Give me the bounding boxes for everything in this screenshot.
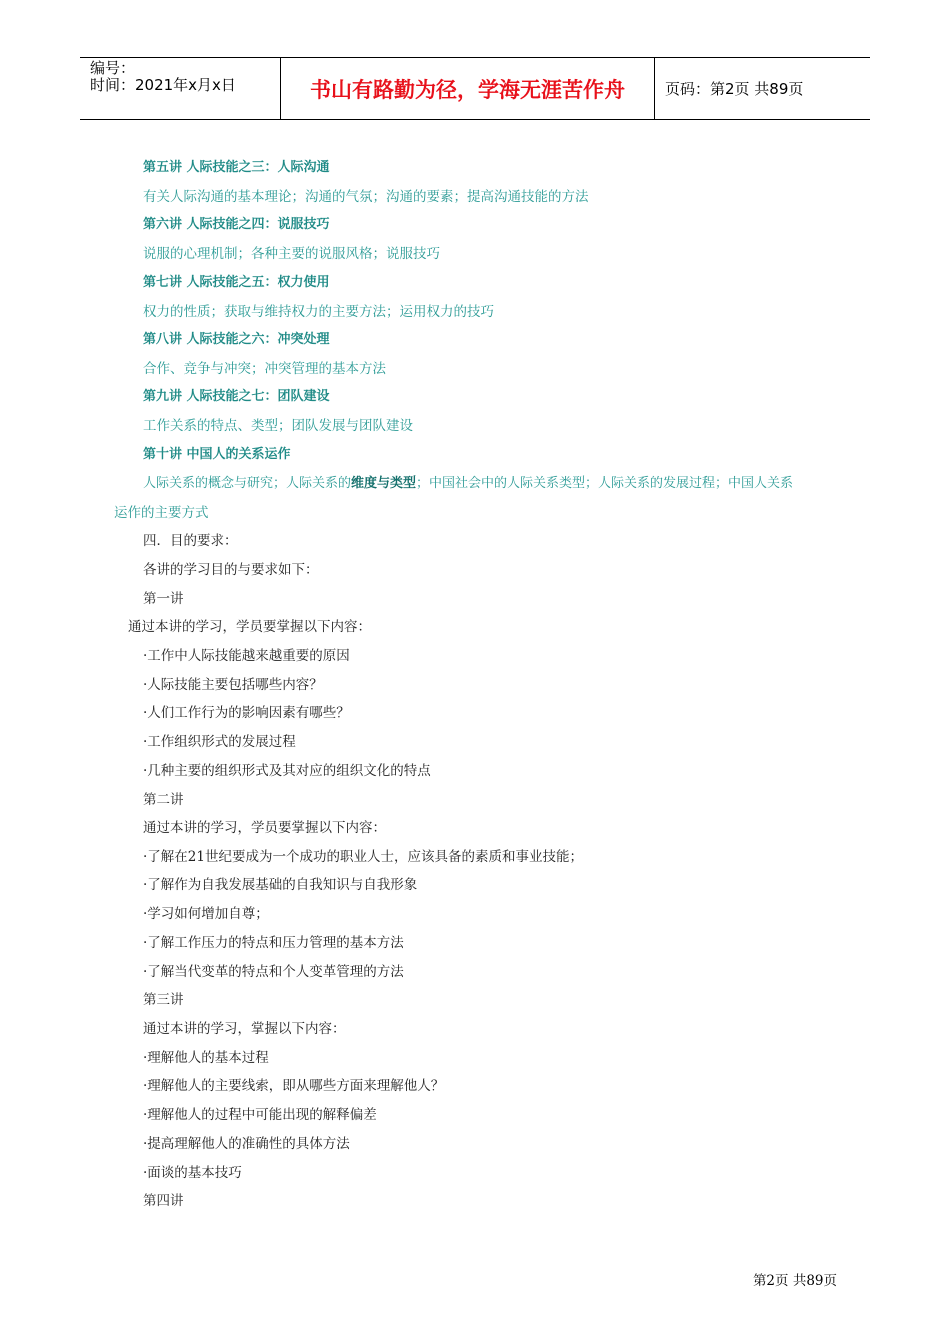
- header-motto: 书山有路勤为径，学海无涯苦作舟: [281, 58, 655, 119]
- desc-part: 人际关系的概念与研究；人际关系的: [143, 476, 352, 491]
- list-item: ·工作组织形式的发展过程: [143, 734, 296, 750]
- list-item: ·了解作为自我发展基础的自我知识与自我形象: [143, 877, 418, 893]
- list-item: ·几种主要的组织形式及其对应的组织文化的特点: [143, 763, 431, 779]
- lecture-desc-continued: 运作的主要方式: [114, 505, 209, 521]
- list-item: ·理解他人的过程中可能出现的解释偏差: [143, 1107, 377, 1123]
- lecture-heading: 第七讲 人际技能之五：权力使用: [143, 275, 330, 290]
- lecture-intro: 通过本讲的学习，掌握以下内容：: [143, 1021, 346, 1037]
- list-item: ·工作中人际技能越来越重要的原因: [143, 648, 350, 664]
- lecture-desc: [143, 474, 793, 494]
- list-item: ·学习如何增加自尊；: [143, 906, 269, 922]
- number-label: 编号：: [90, 59, 136, 77]
- list-item: ·提高理解他人的准确性的具体方法: [143, 1136, 350, 1152]
- list-item: ·面谈的基本技巧: [143, 1165, 242, 1181]
- desc-part: ；中国社会中的人际关系类型；人际关系的发展过程；中国人关系: [416, 476, 794, 491]
- lecture-heading: 第五讲 人际技能之三：人际沟通: [143, 160, 330, 175]
- desc-emphasis: 维度与类型: [351, 476, 417, 491]
- list-item: ·了解当代变革的特点和个人变革管理的方法: [143, 964, 404, 980]
- list-item: ·了解在21世纪要成为一个成功的职业人士，应该具备的素质和事业技能；: [143, 849, 583, 865]
- list-item: ·了解工作压力的特点和压力管理的基本方法: [143, 935, 404, 951]
- time-label: 时间：2021年x月x日: [90, 76, 236, 94]
- lecture-desc: 说服的心理机制；各种主要的说服风格；说服技巧: [143, 246, 440, 262]
- list-item: ·人际技能主要包括哪些内容？: [143, 677, 323, 693]
- lecture-desc: 权力的性质；获取与维持权力的主要方法；运用权力的技巧: [143, 304, 494, 320]
- lecture-heading: 第六讲 人际技能之四：说服技巧: [143, 217, 330, 232]
- list-item: ·人们工作行为的影响因素有哪些？: [143, 705, 350, 721]
- lecture-desc: 工作关系的特点、类型；团队发展与团队建设: [143, 418, 413, 434]
- lecture-desc: 有关人际沟通的基本理论；沟通的气氛；沟通的要素；提高沟通技能的方法: [143, 189, 589, 205]
- lecture-heading: 第八讲 人际技能之六：冲突处理: [143, 332, 330, 347]
- lecture-intro: 通过本讲的学习，学员要掌握以下内容：: [143, 820, 386, 836]
- list-item: ·理解他人的基本过程: [143, 1050, 269, 1066]
- document-header: [80, 57, 870, 120]
- lecture-name: 第三讲: [143, 992, 184, 1008]
- section-title: 四．目的要求：: [143, 533, 238, 549]
- section-intro: 各讲的学习目的与要求如下：: [143, 562, 319, 578]
- lecture-name: 第四讲: [143, 1193, 184, 1209]
- header-page-label: 页码：第2页 共89页: [665, 80, 804, 98]
- lecture-name: 第二讲: [143, 792, 184, 808]
- lecture-heading: 第十讲 中国人的关系运作: [143, 447, 291, 462]
- lecture-heading: 第九讲 人际技能之七：团队建设: [143, 389, 330, 404]
- lecture-name: 第一讲: [143, 591, 184, 607]
- header-meta: [80, 58, 281, 119]
- list-item: ·理解他人的主要线索，即从哪些方面来理解他人？: [143, 1078, 445, 1094]
- lecture-desc: 合作、竞争与冲突；冲突管理的基本方法: [143, 361, 386, 377]
- page-footer: 第2页 共89页: [752, 1273, 837, 1289]
- lecture-intro: 通过本讲的学习，学员要掌握以下内容：: [128, 619, 371, 635]
